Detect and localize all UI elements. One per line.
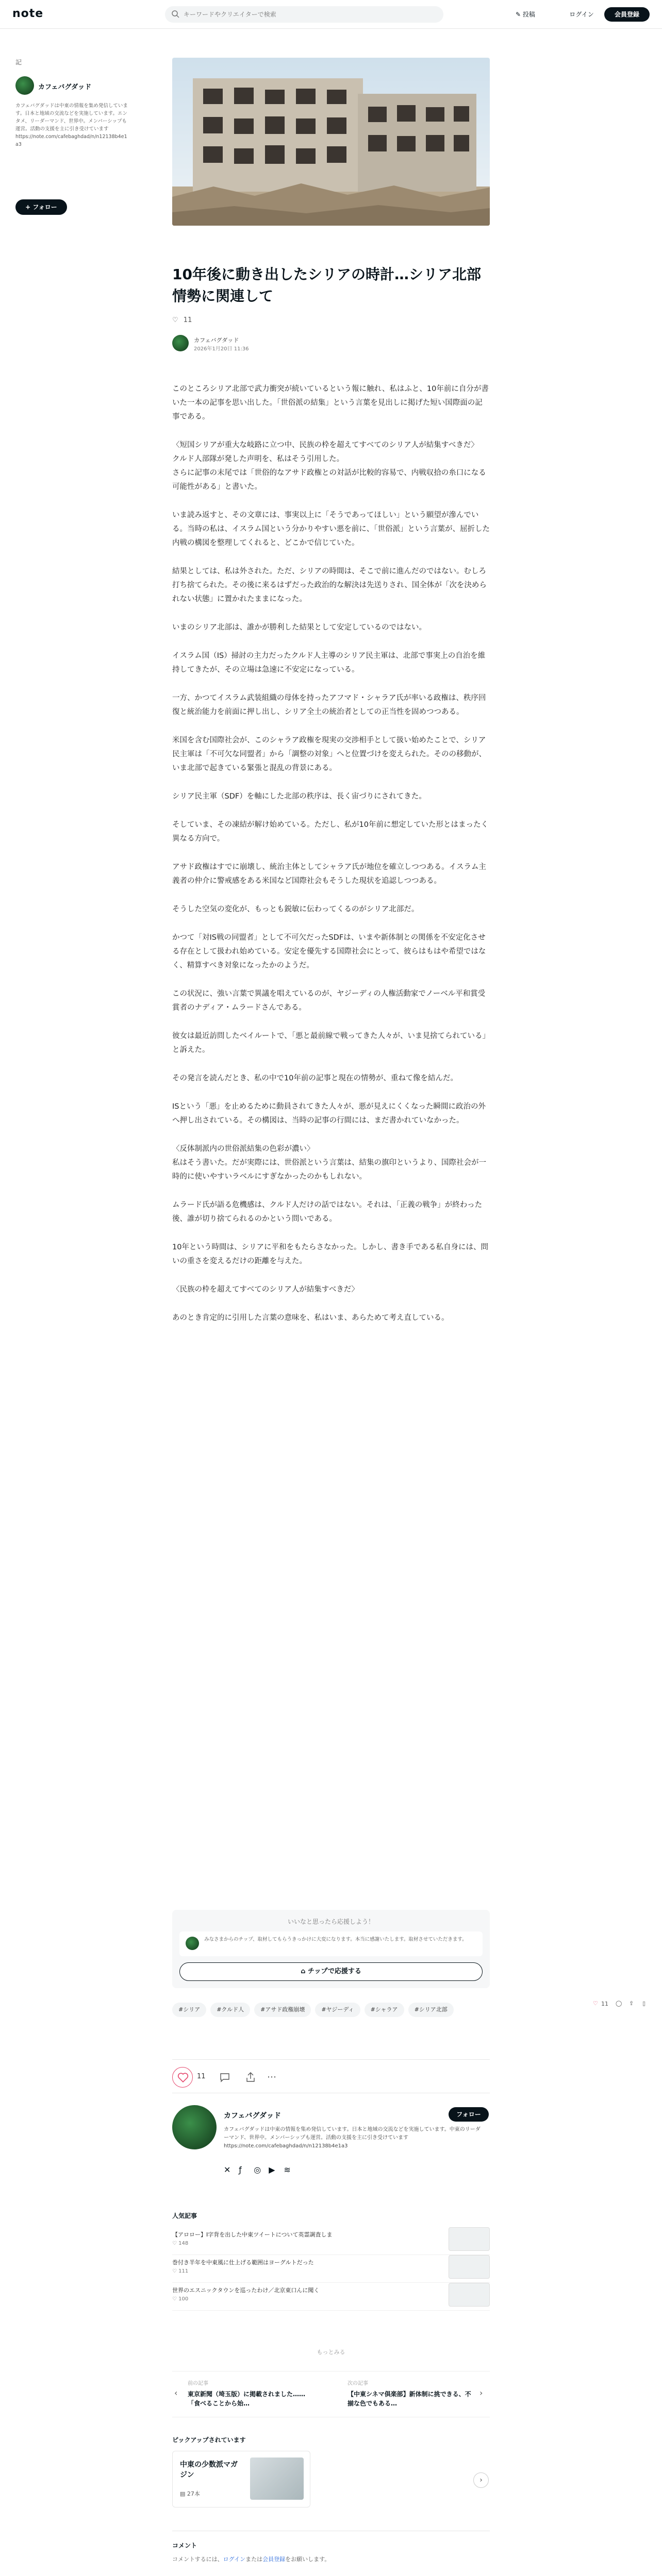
magazine-title[interactable]: 中東の少数派マガジン	[180, 2461, 238, 2479]
heart-icon	[173, 2067, 193, 2088]
comment-icon[interactable]	[219, 2071, 231, 2083]
popular-likes-count: 111	[178, 2268, 189, 2274]
article-paragraph: いまのシリア北部は、誰かが勝利した結果として安定しているのではない。	[172, 623, 426, 632]
creator-profile-bio	[224, 2126, 482, 2150]
article-paragraph: イスラム国（IS）掃討の主力だったクルド人主導のシリア民主軍は、北部で事実上の自治を維持してきたが、その立場は急速に不安定になっている。	[172, 652, 486, 674]
comment-text-prefix: コメントするには、	[172, 2556, 223, 2563]
author-name[interactable]: カフェバグダッド	[194, 337, 239, 344]
support-card	[179, 1931, 483, 1956]
creator-name[interactable]: カフェバグダッド	[38, 83, 92, 91]
pickup-heading: ピックアップされています	[172, 2436, 246, 2444]
creator-bio-link[interactable]: https://note.com/cafebaghdad/n/n12138b4e1a3	[15, 134, 127, 147]
article-title: 10年後に動き出したシリアの時計…シリア北部情勢に関連して	[172, 266, 481, 304]
prev-label: 前の記事	[188, 2381, 208, 2386]
comment-heading: コメント	[172, 2542, 197, 2549]
author-avatar[interactable]	[172, 335, 189, 351]
article-paragraph: かつて「対IS戦の同盟者」として不可欠だったSDFは、いまや新体制との関係を不安定化させる存在として扱われ始めている。安定を優先する国際社会にとって、彼らはもはや希望ではなく、精算すべき対象になったかのようだ。	[172, 934, 486, 970]
instagram-icon[interactable]: ◎	[254, 2165, 261, 2175]
login-button[interactable]: ログイン	[569, 11, 594, 18]
article-paragraph: 〈反体制派内の世俗派結集の色彩が濃い〉 私はそう書いた。だが実際には、世俗派という言葉は、結集の旗印というより、国際社会が一時的に使いやすいラベルにすぎなかったのかもしれない。	[172, 1145, 486, 1181]
like-count-bottom: 11	[197, 2073, 206, 2080]
action-bar	[172, 2067, 490, 2088]
next-article[interactable]	[347, 2379, 476, 2408]
article-paragraph: この状況に、強い言葉で異議を唱えているのが、ヤジーディの人権活動家でノーベル平和賞受賞者のナディア・ムラードさんである。	[172, 990, 486, 1012]
follow-label: フォロー	[32, 204, 57, 211]
rss-icon[interactable]: ≋	[284, 2165, 291, 2175]
heart-icon[interactable]: ♡	[593, 2000, 598, 2007]
popular-likes: ♡ 148	[172, 2241, 189, 2246]
magazine-thumbnail	[250, 2458, 304, 2500]
support-avatar	[186, 1937, 199, 1950]
floating-actions	[593, 1999, 655, 2011]
hashtag[interactable]: #ヤジーディ	[315, 2003, 360, 2017]
support-box	[172, 1910, 490, 1988]
popular-title[interactable]: 巻付き半年を中東風に仕上げる範囲はヨーグルトだった	[172, 2259, 314, 2266]
article-paragraph: アサド政権はすでに崩壊し、統治主体としてシャラア氏が地位を確立しつつある。イスラム主義者の仲介に警戒感をある米国など国際社会もそうした現状を追認しつつある。	[172, 863, 486, 885]
search-input[interactable]	[184, 6, 436, 23]
pickup-section	[172, 2435, 490, 2513]
chevron-left-icon[interactable]: ‹	[174, 2388, 178, 2398]
article-paragraph: ISという「悪」を止めるために動員されてきた人々が、悪が見えにくくなった瞬間に政治の外へ押し出されている。その構図は、当時の記事の行間には、まだ書かれていなかった。	[172, 1103, 486, 1125]
top-header	[0, 0, 662, 29]
comment-signup-link[interactable]: 会員登録	[262, 2556, 286, 2563]
carousel-next-button[interactable]: ›	[473, 2472, 489, 2488]
popular-articles	[172, 2211, 490, 2311]
post-label: 投稿	[522, 11, 535, 18]
like-summary	[172, 316, 192, 329]
comment-icon[interactable]: ◯	[616, 2000, 622, 2007]
popular-likes: ♡ 100	[172, 2296, 189, 2302]
like-count: 11	[183, 316, 192, 324]
tip-button[interactable]	[179, 1962, 483, 1981]
popular-thumbnail[interactable]	[449, 2283, 490, 2307]
creator-profile-link[interactable]: https://note.com/cafebaghdad/n/n12138b4e1a3	[224, 2143, 348, 2149]
article-navigation	[172, 2371, 490, 2417]
prev-article[interactable]	[188, 2379, 317, 2408]
article-paragraph: そうした空気の変化が、もっとも鋭敏に伝わってくるのがシリア北部だ。	[172, 905, 419, 913]
hashtag[interactable]: #クルド人	[210, 2003, 250, 2017]
article-body	[172, 382, 490, 1340]
show-more-link[interactable]: もっとみる	[317, 2349, 345, 2355]
search-icon	[171, 10, 179, 18]
popular-likes-count: 148	[178, 2241, 189, 2246]
popular-likes: ♡ 111	[172, 2268, 189, 2274]
article-paragraph: このところシリア北部で武力衝突が続いているという報に触れ、私はふと、10年前に自分が書いた一本の記事を思い出した。「世俗派の結集」という言葉を見出しに掲げた短い国際面の記事である。	[172, 385, 489, 421]
article-paragraph: シリア民主軍（SDF）を軸にした北部の秩序は、長く宙づりにされてきた。	[172, 792, 426, 801]
facebook-icon[interactable]: ƒ	[239, 2165, 242, 2175]
magazine-card[interactable]	[172, 2451, 310, 2507]
creator-profile-avatar[interactable]	[172, 2105, 217, 2149]
comment-text-suffix: をお願いします。	[285, 2556, 330, 2563]
tip-label: チップで応援する	[307, 1968, 361, 1975]
tip-icon: ⌂	[301, 1968, 308, 1975]
next-title[interactable]: 【中東シネマ倶楽部】新体制に挑できる、不揃な色でもある…	[347, 2391, 471, 2407]
article-paragraph: あのとき肯定的に引用した言葉の意味を、私はいま、あらためて考え直している。	[172, 1314, 449, 1322]
float-like-count: 11	[601, 2001, 608, 2007]
follow-button[interactable]	[15, 199, 67, 215]
creator-profile	[172, 2103, 490, 2175]
publish-date: 2026年1月20日 11:36	[194, 346, 249, 352]
youtube-icon[interactable]: ▶	[269, 2165, 275, 2175]
search-bar[interactable]	[165, 6, 443, 23]
article-paragraph: 10年という時間は、シリアに平和をもたらさなかった。しかし、書き手である私自身には、問いの重さを変えるだけの距離を与えた。	[172, 1243, 488, 1265]
share-icon[interactable]	[244, 2071, 257, 2083]
comment-login-link[interactable]: ログイン	[223, 2556, 246, 2563]
post-button[interactable]	[516, 7, 553, 22]
pencil-icon: ✎	[516, 11, 523, 18]
creator-avatar[interactable]	[15, 76, 34, 95]
list-item[interactable]	[172, 2227, 490, 2255]
next-label: 次の記事	[347, 2381, 368, 2386]
x-icon[interactable]: ✕	[224, 2165, 231, 2175]
comment-section	[172, 2541, 490, 2563]
hashtag[interactable]: #シャラア	[365, 2003, 404, 2017]
more-options-icon[interactable]: ⋯	[267, 2072, 276, 2082]
article-paragraph: 〈短国シリアが重大な岐路に立つ中、民族の枠を超えてすべてのシリア人が結集すべきだ〉 クルド人部隊が発した声明を、私はそう引用した。 さらに記事の末尾では「世俗的なアサド政権との対話が比較的容易で、内戦収拾の糸口になる可能性がある」と書いた。	[172, 441, 486, 491]
support-card-text: みなさまからのチップ、取材してもらうきっかけに大変になります。本当に感謝いたします。取材させていただきます。	[204, 1937, 467, 1942]
article-paragraph: ムラード氏が語る危機感は、クルド人だけの話ではない。それは、「正義の戦争」が終わった後、誰が切り捨てられるのかという問いである。	[172, 1201, 483, 1223]
article-paragraph: そしていま、その凍結が解け始めている。ただし、私が10年前に想定していた形とはまったく異なる方向で。	[172, 821, 488, 843]
chevron-right-icon[interactable]: ›	[479, 2388, 483, 2398]
popular-thumbnail[interactable]	[449, 2227, 490, 2251]
list-item[interactable]	[172, 2283, 490, 2311]
comment-prompt	[172, 2555, 490, 2563]
popular-thumbnail[interactable]	[449, 2255, 490, 2279]
bookmark-icon[interactable]: ▯	[642, 2000, 646, 2007]
author-block[interactable]	[172, 335, 327, 355]
prev-title[interactable]: 東京新聞（埼玉版）に掲載されました……「食べることから始…	[188, 2391, 306, 2407]
divider	[172, 2059, 490, 2060]
article-paragraph: 米国を含む国際社会が、このシャラア政権を現実の交渉相手として扱い始めたことで、シリア民主軍は「不可欠な同盟者」から「調整の対象」へと位置づけを変えられた。そのの移動が、いま北部で起きている緊張と混乱の背景にある。	[172, 736, 486, 772]
comment-text-middle: または	[245, 2556, 263, 2563]
note-logo[interactable]: note	[12, 7, 44, 20]
popular-heading: 人気記事	[172, 2212, 197, 2219]
social-links	[224, 2165, 296, 2175]
article-paragraph: 彼女は最近訪問したベイルートで、「悪と最前線で戦ってきた人々が、いま見捨てられている」と訴えた。	[172, 1032, 490, 1054]
creator-profile-name[interactable]: カフェバグダッド	[224, 2112, 282, 2120]
creator-bio-text: カフェバグダッドは中東の情報を集め発信しています。日本と地域の交流などを実施しています。エンタメ、リーダーマンド、世界中。メンバーシップも運営。活動の支援を主に引き受けています	[15, 103, 128, 132]
share-icon[interactable]: ⇪	[629, 2000, 634, 2007]
creator-profile-bio-text: カフェバグダッドは中東の情報を集め発信しています。日本と地域の交流などを実施しています。中東のリーダーマンド、世界中。メンバーシップも運営。活動の支援を主に引き受けています	[224, 2127, 481, 2141]
popular-title[interactable]: 【アロロー】I字背を出した中東ツイートについて英霊調査しま	[172, 2231, 333, 2238]
article-paragraph: その発言を読んだとき、私の中で10年前の記事と現在の情勢が、重ねて像を結んだ。	[172, 1074, 458, 1082]
creator-follow-button[interactable]: フォロー	[449, 2107, 489, 2122]
tag-list	[172, 2003, 490, 2022]
magazine-count: ▤ 27本	[180, 2490, 200, 2497]
hashtag[interactable]: #シリア北部	[408, 2003, 454, 2017]
support-question: いいなと思ったら応援しよう！	[287, 1918, 374, 1925]
magazine-count-value: 27本	[187, 2490, 200, 2497]
article-paragraph: 一方、かつてイスラム武装組織の母体を持ったアフマド・シャラア氏が率いる政権は、秩序回復と統治能力を前面に押し出し、シリア全土の統治者としての正当性を固めつつある。	[172, 694, 486, 716]
popular-likes-count: 100	[178, 2296, 189, 2302]
article-paragraph: いま読み返すと、その文章には、事実以上に「そうであってほしい」という願望が滲んでいる。当時の私は、イスラム国という分かりやすい悪を前に、「世俗派」という言葉が、屈折した内戦の構図を整理してくれると、どこかで信じていた。	[172, 511, 490, 547]
signup-button[interactable]: 会員登録	[604, 7, 650, 22]
ruined-building-image	[172, 58, 490, 226]
article-paragraph: 結果としては、私は外された。ただ、シリアの時間は、そこで前に進んだのではない。むしろ打ち捨てられた。その後に来るはずだった政治的な解決は先送りされ、国全体が「次を決められない状態」に置かれたままになった。	[172, 567, 487, 603]
hashtag[interactable]: #アサド政権崩壊	[254, 2003, 311, 2017]
creator-sidebar	[15, 58, 129, 211]
creator-bio	[15, 102, 129, 148]
hashtag[interactable]: #シリア	[172, 2003, 206, 2017]
hero-image	[172, 58, 490, 226]
heart-outline-icon[interactable]: ♡	[172, 316, 178, 324]
list-item[interactable]	[172, 2255, 490, 2283]
sidebar-label: 記	[15, 59, 22, 66]
popular-title[interactable]: 世界のエスニックタウンを巡ったわけ／北京東口んに聞く	[172, 2287, 320, 2294]
article-paragraph: 〈民族の枠を超えてすべてのシリア人が結集すべきだ〉	[172, 1285, 359, 1294]
person-plus-icon: +	[25, 204, 33, 211]
like-button[interactable]	[172, 2067, 193, 2088]
